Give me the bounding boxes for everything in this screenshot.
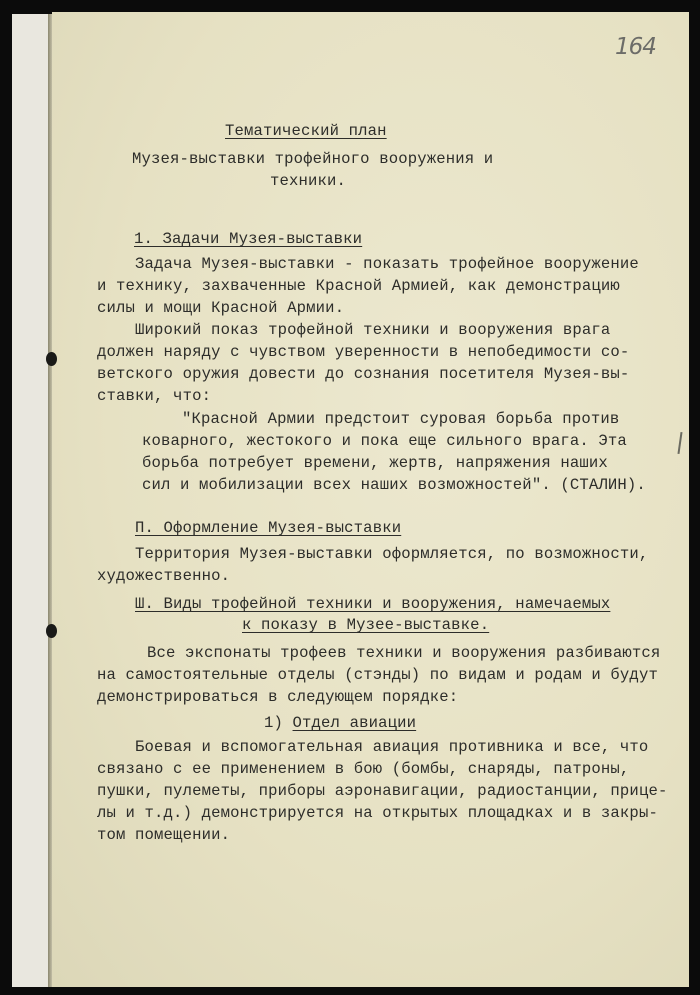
document-title: Тематический план [225, 122, 387, 140]
section-1-paragraph-2-line: ветского оружия довести до сознания посетителя Музея-вы- [97, 365, 630, 383]
section-3-heading-line-1: Ш. Виды трофейной техники и вооружения, намечаемых [135, 595, 611, 613]
binding-strip [12, 14, 51, 987]
folio-number: 164 [615, 34, 656, 60]
section-3-paragraph-line: Все экспонаты трофеев техники и вооружения разбиваются [147, 644, 661, 662]
stalin-quote-line: "Красной Армии предстоит суровая борьба против [182, 410, 620, 428]
stalin-quote-line: коварного, жестокого и пока еще сильного врага. Эта [142, 432, 627, 450]
document-subtitle-line-2: техники. [270, 172, 347, 190]
section-1-paragraph-2-line: должен наряду с чувством уверенности в непобедимости со- [97, 343, 630, 361]
subsection-aviation-heading: 1) Отдел авиации [264, 714, 417, 732]
section-2-heading: П. Оформление Музея-выставки [135, 519, 402, 537]
section-1-paragraph-1-line: Задача Музея-выставки - показать трофейное вооружение [135, 255, 639, 273]
aviation-paragraph-line: связано с ее применением в бою (бомбы, снаряды, патроны, [97, 760, 630, 778]
aviation-paragraph-line: том помещении. [97, 826, 231, 844]
section-3-paragraph-line: на самостоятельные отделы (стэнды) по видам и родам и будут [97, 666, 658, 684]
stalin-quote-line: борьба потребует времени, жертв, напряжения наших [142, 454, 608, 472]
aviation-paragraph-line: пушки, пулеметы, приборы аэронавигации, радиостанции, прице- [97, 782, 668, 800]
section-1-paragraph-1-line: и технику, захваченные Красной Армией, как демонстрацию [97, 277, 620, 295]
stalin-quote-line: сил и мобилизации всех наших возможностей". (СТАЛИН). [142, 476, 646, 494]
section-3-heading-line-2: к показу в Музее-выставке. [242, 616, 490, 634]
section-1-heading: 1. Задачи Музея-выставки [134, 230, 363, 248]
section-2-paragraph-line: художественно. [97, 567, 231, 585]
section-2-paragraph-line: Территория Музея-выставки оформляется, по возможности, [135, 545, 649, 563]
section-1-paragraph-2-line: ставки, что: [97, 387, 212, 405]
aviation-paragraph-line: лы и т.д.) демонстрируется на открытых площадках и в закры- [97, 804, 658, 822]
margin-pencil-mark [677, 432, 682, 454]
section-1-paragraph-1-line: силы и мощи Красной Армии. [97, 299, 345, 317]
aviation-paragraph-line: Боевая и вспомогательная авиация противника и все, что [135, 738, 649, 756]
document-subtitle-line-1: Музея-выставки трофейного вооружения и [132, 150, 494, 168]
punch-hole-bottom [46, 624, 57, 638]
punch-hole-top [46, 352, 57, 366]
section-3-paragraph-line: демонстрироваться в следующем порядке: [97, 688, 459, 706]
section-1-paragraph-2-line: Широкий показ трофейной техники и вооружения врага [135, 321, 611, 339]
document-page [52, 12, 689, 987]
